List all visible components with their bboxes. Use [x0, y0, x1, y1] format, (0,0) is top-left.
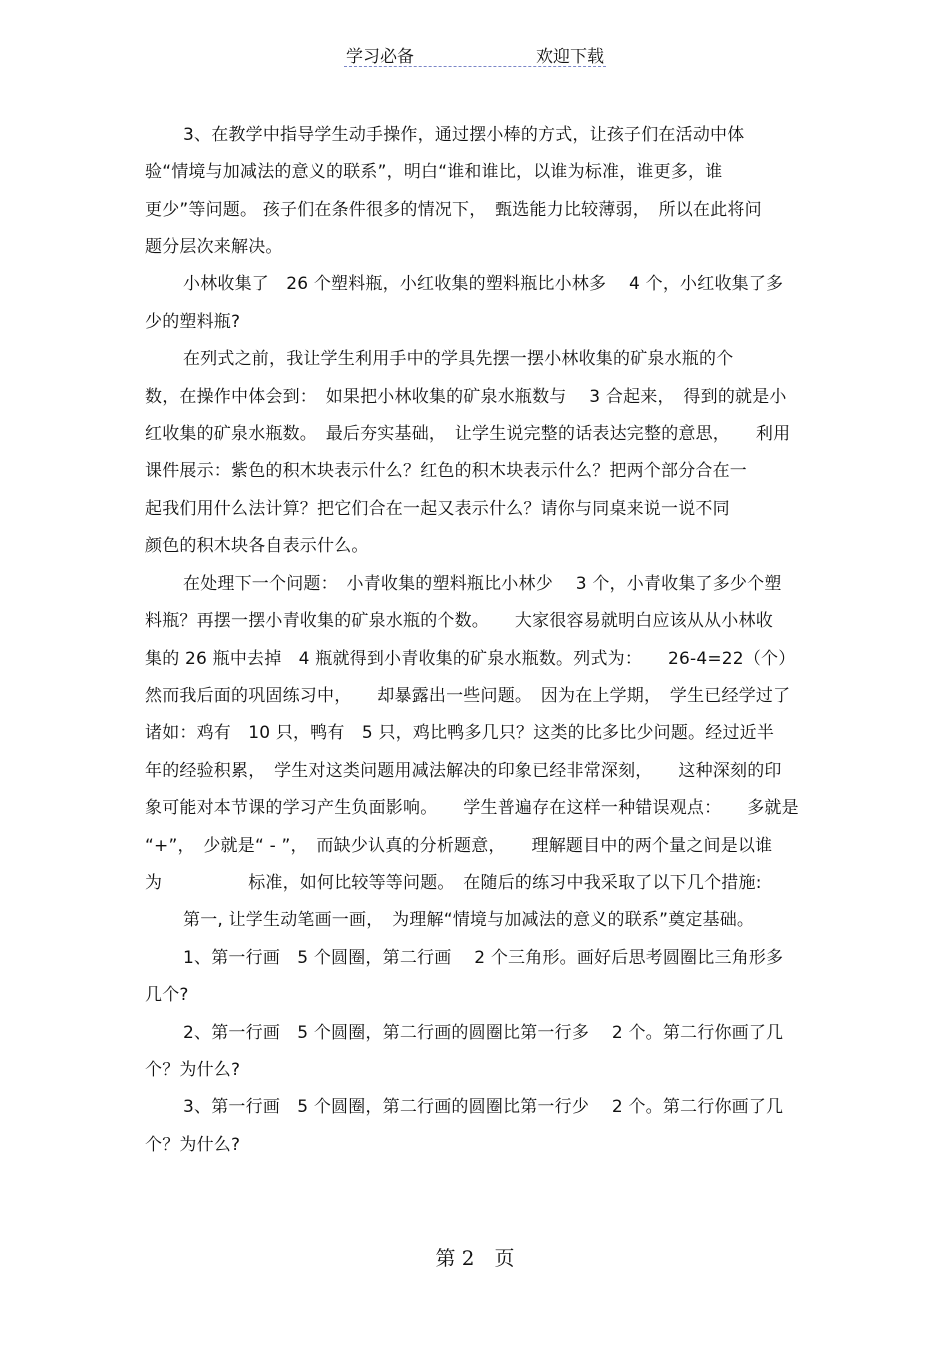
text-line: 少的塑料瓶?	[145, 312, 241, 332]
text-line: 个？为什么?	[145, 1135, 241, 1155]
text-line: 红收集的矿泉水瓶数。 最后夯实基础， 让学生说完整的话表达完整的意思， 利用	[145, 424, 791, 444]
header-left-text: 学习必备	[346, 47, 414, 67]
text-line: 课件展示：紫色的积木块表示什么？红色的积木块表示什么？把两个部分合在一	[145, 461, 747, 481]
text-line: 2、第一行画 5 个圆圈，第二行画的圆圈比第一行多 2 个。第二行你画了几	[183, 1023, 784, 1043]
text-line: 象可能对本节课的学习产生负面影响。 学生普遍存在这样一种错误观点： 多就是	[145, 798, 799, 818]
text-line: 更少”等问题。 孩子们在条件很多的情况下， 甄选能力比较薄弱， 所以在此将问	[145, 200, 762, 220]
header-right-text: 欢迎下载	[536, 47, 604, 67]
text-line: 颜色的积木块各自表示什么。	[145, 536, 369, 556]
text-line: 年的经验积累， 学生对这类问题用减法解决的印象已经非常深刻， 这种深刻的印	[145, 761, 782, 781]
text-line: 题分层次来解决。	[145, 237, 283, 257]
text-line: 3、第一行画 5 个圆圈，第二行画的圆圈比第一行少 2 个。第二行你画了几	[183, 1097, 784, 1117]
text-line: 个？为什么?	[145, 1060, 241, 1080]
text-line: 几个?	[145, 985, 189, 1005]
text-line: 数，在操作中体会到： 如果把小林收集的矿泉水瓶数与 3 合起来， 得到的就是小	[145, 387, 787, 407]
text-line: 诸如：鸡有 10 只，鸭有 5 只，鸡比鸭多几只？这类的比多比少问题。经过近半	[145, 723, 775, 743]
text-line: 集的 26 瓶中去掉 4 瓶就得到小青收集的矿泉水瓶数。列式为： 26-4=22（个）	[145, 649, 796, 669]
text-line: 验“情境与加减法的意义的联系”，明白“谁和谁比，以谁为标准，谁更多，谁	[145, 162, 723, 182]
text-line: 第一, 让学生动笔画一画， 为理解“情境与加减法的意义的联系”奠定基础。	[183, 910, 755, 930]
text-line: “+”， 少就是“ - ”， 而缺少认真的分析题意， 理解题目中的两个量之间是以谁	[145, 836, 773, 856]
text-line: 起我们用什么法计算？把它们合在一起又表示什么？请你与同桌来说一说不同	[145, 499, 730, 519]
text-line: 在处理下一个问题： 小青收集的塑料瓶比小林少 3 个，小青收集了多少个塑	[183, 574, 782, 594]
text-line: 在列式之前，我让学生利用手中的学具先摆一摆小林收集的矿泉水瓶的个	[183, 349, 734, 369]
page-header	[344, 40, 606, 67]
text-line: 小林收集了 26 个塑料瓶，小红收集的塑料瓶比小林多 4 个，小红收集了多	[183, 274, 784, 294]
text-line: 1、第一行画 5 个圆圈，第二行画 2 个三角形。画好后思考圆圈比三角形多	[183, 948, 784, 968]
text-line: 然而我后面的巩固练习中， 却暴露出一些问题。 因为在上学期， 学生已经学过了	[145, 686, 791, 706]
text-line: 为 标准，如何比较等等问题。 在随后的练习中我采取了以下几个措施:	[145, 873, 762, 893]
text-line: 料瓶？再摆一摆小青收集的矿泉水瓶的个数。 大家很容易就明白应该从从小林收	[145, 611, 773, 631]
page-number: 第 2 页	[435, 1246, 515, 1270]
text-line: 3、在教学中指导学生动手操作，通过摆小棒的方式，让孩子们在活动中体	[183, 125, 745, 145]
